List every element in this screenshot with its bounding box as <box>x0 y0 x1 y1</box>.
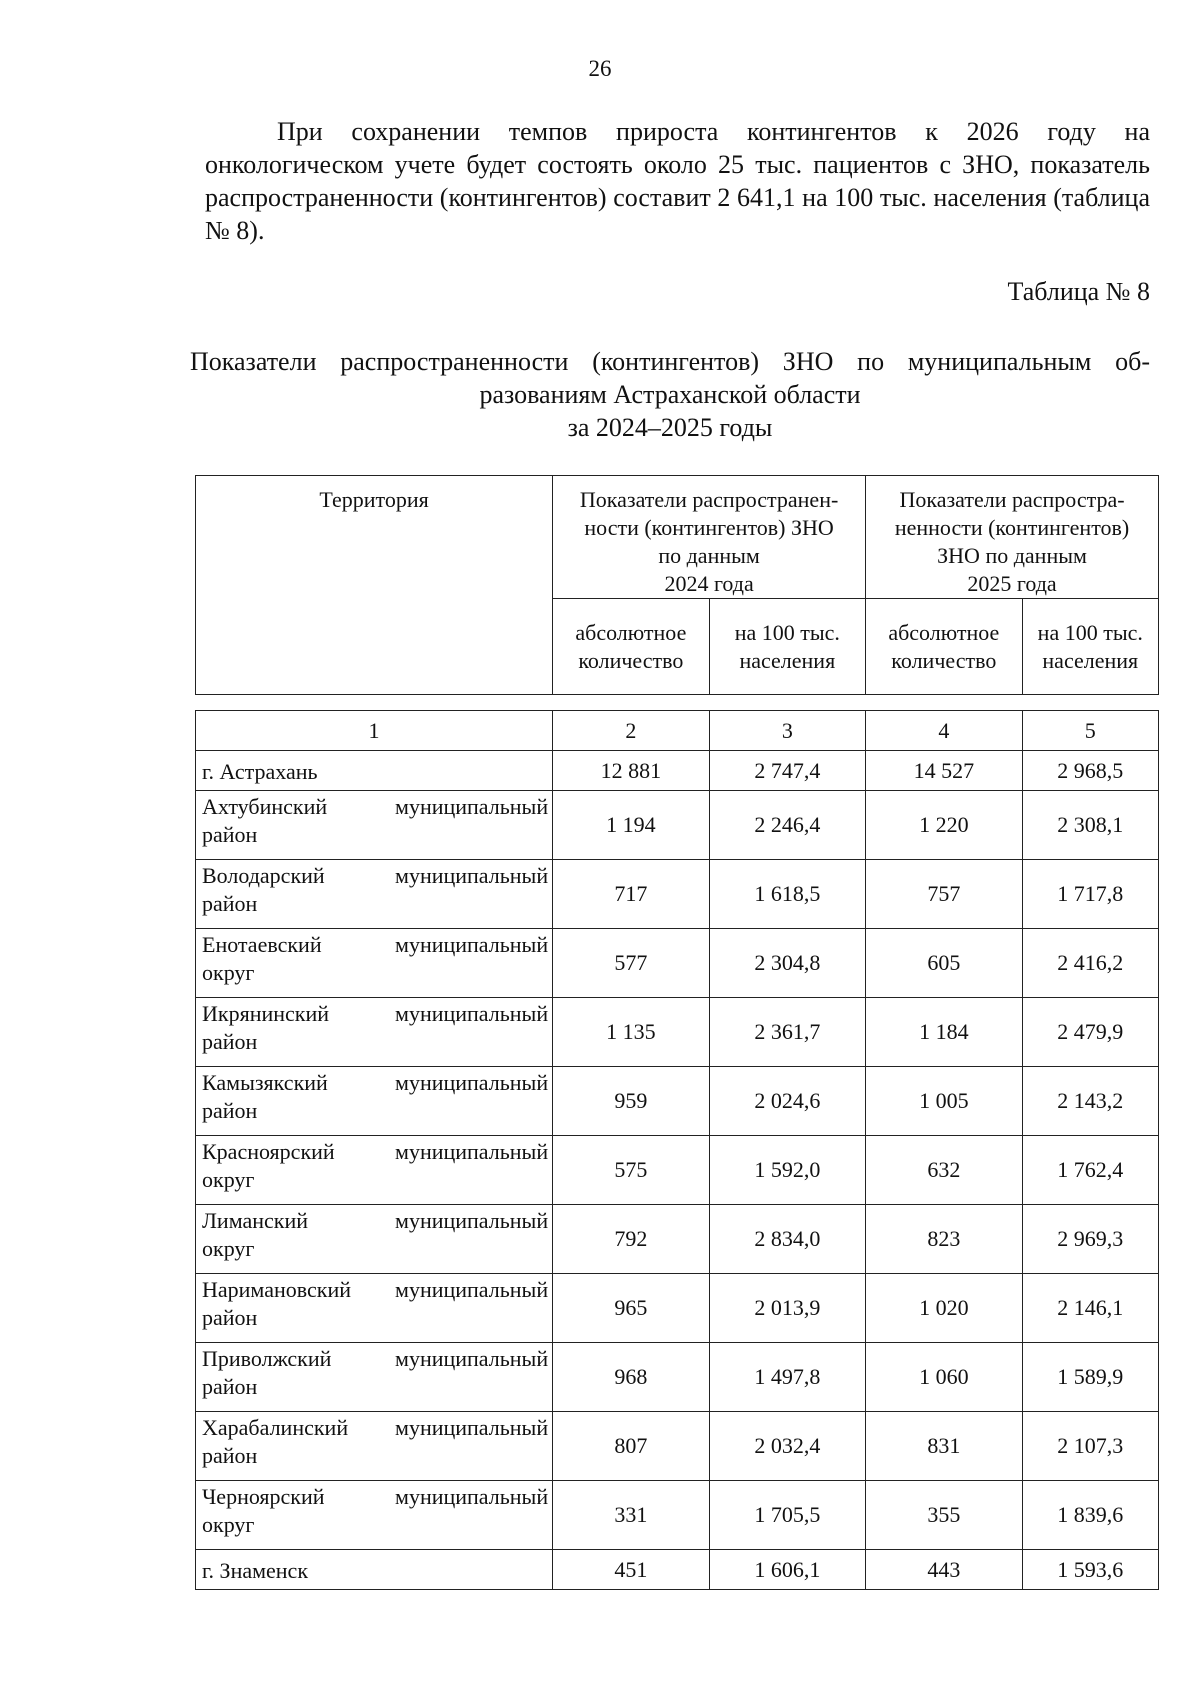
value-cell: 1 592,0 <box>709 1136 865 1205</box>
value-cell: 1 839,6 <box>1022 1481 1158 1550</box>
territory-name <box>196 929 553 998</box>
table-title-line-3: за 2024–2025 годы <box>567 413 773 442</box>
territory-name-line <box>202 1345 548 1373</box>
header-2024-line: Показатели распространен- <box>579 487 839 512</box>
header-2025-line: Показатели распростра- <box>899 487 1125 512</box>
value-cell: 965 <box>553 1274 709 1343</box>
territory-kind-text: округ <box>202 1512 255 1537</box>
table-row <box>196 860 1159 929</box>
header-territory: Территория <box>196 476 553 695</box>
territory-name-text: Енотаевский <box>202 932 322 957</box>
territory-name <box>196 860 553 929</box>
value-cell: 443 <box>866 1550 1022 1590</box>
header-abs-2025 <box>866 599 1022 695</box>
value-cell: 575 <box>553 1136 709 1205</box>
territory-type-text: муниципальный <box>395 1415 549 1440</box>
value-cell: 717 <box>553 860 709 929</box>
table-row <box>196 1274 1159 1343</box>
value-cell: 792 <box>553 1205 709 1274</box>
column-number: 5 <box>1022 711 1158 751</box>
column-number: 1 <box>196 711 553 751</box>
territory-name-text: Наримановский <box>202 1277 351 1302</box>
territory-name-line <box>202 1276 548 1304</box>
value-cell: 1 020 <box>866 1274 1022 1343</box>
territory-kind-text: округ <box>202 1236 255 1261</box>
territory-name <box>196 1481 553 1550</box>
column-number: 4 <box>866 711 1022 751</box>
value-cell: 2 013,9 <box>709 1274 865 1343</box>
value-cell: 1 717,8 <box>1022 860 1158 929</box>
header-2025-line: ЗНО по данным <box>937 543 1087 568</box>
value-cell: 2 107,3 <box>1022 1412 1158 1481</box>
territory-name-text: Харабалинский <box>202 1415 349 1440</box>
territory-name-text: Лиманский <box>202 1208 309 1233</box>
value-cell: 12 881 <box>553 751 709 791</box>
territory-name-text: Володарский <box>202 863 325 888</box>
value-cell: 1 220 <box>866 791 1022 860</box>
territory-name <box>196 998 553 1067</box>
value-cell: 1 705,5 <box>709 1481 865 1550</box>
territory-type-text: муниципальный <box>395 1070 549 1095</box>
value-cell: 959 <box>553 1067 709 1136</box>
header-2025-line: 2025 года <box>967 571 1057 596</box>
value-cell: 1 762,4 <box>1022 1136 1158 1205</box>
table-row <box>196 1136 1159 1205</box>
value-cell: 2 146,1 <box>1022 1274 1158 1343</box>
header-per100k-line: населения <box>739 648 836 673</box>
territory-name-line <box>202 931 548 959</box>
table-row <box>196 1550 1159 1590</box>
territory-name-text: Черноярский <box>202 1484 325 1509</box>
table-title-line-1: Показатели распространенности (контингентов) ЗНО по муниципальным об- <box>190 347 1150 376</box>
territory-kind-text: округ <box>202 960 255 985</box>
value-cell: 331 <box>553 1481 709 1550</box>
territory-name-text: Камызякский <box>202 1070 328 1095</box>
value-cell: 2 308,1 <box>1022 791 1158 860</box>
territory-name-text: г. Знаменск <box>202 1557 309 1583</box>
territory-kind-text: район <box>202 1443 258 1468</box>
territory-name-text: Красноярский <box>202 1139 335 1164</box>
value-cell: 577 <box>553 929 709 998</box>
header-abs-line: абсолютное <box>888 620 1000 645</box>
territory-name <box>196 1343 553 1412</box>
territory-name-line <box>202 1000 548 1028</box>
table-row <box>196 751 1159 791</box>
value-cell: 1 593,6 <box>1022 1550 1158 1590</box>
value-cell: 2 479,9 <box>1022 998 1158 1067</box>
intro-paragraph: При сохранении темпов прироста контингентов к 2026 году на онкологическом учете будет состоять около 25 тыс. пациентов с ЗНО, показатель распространенности (контингентов) составит 2 641,1 на 100 тыс. населения (таблица № 8). <box>205 117 1150 245</box>
territory-kind-text: район <box>202 1374 258 1399</box>
value-cell: 2 969,3 <box>1022 1205 1158 1274</box>
header-per100k-line: на 100 тыс. <box>1037 620 1143 645</box>
header-abs-line: количество <box>578 648 684 673</box>
table-row <box>196 1067 1159 1136</box>
territory-type-text: муниципальный <box>395 932 549 957</box>
header-2024-line: ности (контингентов) ЗНО <box>584 515 834 540</box>
value-cell: 831 <box>866 1412 1022 1481</box>
header-group-2024 <box>553 476 866 599</box>
column-number: 3 <box>709 711 865 751</box>
territory-kind-text: район <box>202 1305 258 1330</box>
territory-name <box>196 791 553 860</box>
value-cell: 823 <box>866 1205 1022 1274</box>
table-row <box>196 998 1159 1067</box>
table-label: Таблица № 8 <box>1007 277 1150 306</box>
value-cell: 2 246,4 <box>709 791 865 860</box>
table-row <box>196 1481 1159 1550</box>
header-2025-line: ненности (контингентов) <box>894 515 1130 540</box>
value-cell: 1 135 <box>553 998 709 1067</box>
column-number-row <box>196 711 1159 751</box>
header-group-2025 <box>866 476 1159 599</box>
table-row <box>196 929 1159 998</box>
value-cell: 2 416,2 <box>1022 929 1158 998</box>
territory-name <box>196 1205 553 1274</box>
territory-name-line <box>202 1069 548 1097</box>
territory-name <box>196 1067 553 1136</box>
header-abs-2024 <box>553 599 709 695</box>
data-table <box>195 710 1159 1590</box>
table-row <box>196 1343 1159 1412</box>
territory-name-line <box>202 1138 548 1166</box>
territory-kind-text: район <box>202 1098 258 1123</box>
value-cell: 1 194 <box>553 791 709 860</box>
table-row <box>196 1412 1159 1481</box>
header-per100k-line: населения <box>1042 648 1139 673</box>
territory-kind-text: район <box>202 891 258 916</box>
value-cell: 14 527 <box>866 751 1022 791</box>
value-cell: 1 606,1 <box>709 1550 865 1590</box>
header-abs-line: абсолютное <box>575 620 687 645</box>
value-cell: 1 618,5 <box>709 860 865 929</box>
value-cell: 355 <box>866 1481 1022 1550</box>
territory-name-text: Икрянинский <box>202 1001 330 1026</box>
territory-name <box>196 751 553 791</box>
value-cell: 807 <box>553 1412 709 1481</box>
header-per100k-2025 <box>1022 599 1158 695</box>
table-row <box>196 1205 1159 1274</box>
territory-name-line <box>202 862 548 890</box>
header-2024-line: 2024 года <box>664 571 754 596</box>
territory-type-text: муниципальный <box>395 1346 549 1371</box>
territory-kind-text: округ <box>202 1167 255 1192</box>
column-number: 2 <box>553 711 709 751</box>
territory-type-text: муниципальный <box>395 1484 549 1509</box>
territory-name <box>196 1550 553 1590</box>
value-cell: 1 589,9 <box>1022 1343 1158 1412</box>
value-cell: 1 005 <box>866 1067 1022 1136</box>
territory-name <box>196 1136 553 1205</box>
table-title <box>190 345 1150 444</box>
territory-type-text: муниципальный <box>395 1001 549 1026</box>
header-2024-line: по данным <box>658 543 760 568</box>
value-cell: 1 060 <box>866 1343 1022 1412</box>
value-cell: 2 143,2 <box>1022 1067 1158 1136</box>
table-header <box>195 475 1159 695</box>
territory-name-line <box>202 1207 548 1235</box>
territory-kind-text: район <box>202 1029 258 1054</box>
value-cell: 2 304,8 <box>709 929 865 998</box>
value-cell: 2 024,6 <box>709 1067 865 1136</box>
table-row <box>196 791 1159 860</box>
value-cell: 757 <box>866 860 1022 929</box>
territory-type-text: муниципальный <box>395 863 549 888</box>
value-cell: 2 361,7 <box>709 998 865 1067</box>
territory-name-text: Приволжский <box>202 1346 332 1371</box>
value-cell: 632 <box>866 1136 1022 1205</box>
territory-name-line <box>202 1483 548 1511</box>
territory-type-text: муниципальный <box>395 794 549 819</box>
value-cell: 2 834,0 <box>709 1205 865 1274</box>
territory-name-line <box>202 1414 548 1442</box>
territory-name-line <box>202 793 548 821</box>
territory-kind-text: район <box>202 822 258 847</box>
value-cell: 451 <box>553 1550 709 1590</box>
value-cell: 2 968,5 <box>1022 751 1158 791</box>
header-per100k-2024 <box>709 599 865 695</box>
value-cell: 2 032,4 <box>709 1412 865 1481</box>
page-number: 26 <box>588 56 612 81</box>
territory-name-text: г. Астрахань <box>202 758 318 784</box>
territory-name <box>196 1412 553 1481</box>
table-title-line-2: разованиям Астраханской области <box>479 380 861 409</box>
territory-name-text: Ахтубинский <box>202 794 328 819</box>
value-cell: 1 184 <box>866 998 1022 1067</box>
value-cell: 605 <box>866 929 1022 998</box>
value-cell: 1 497,8 <box>709 1343 865 1412</box>
header-abs-line: количество <box>891 648 997 673</box>
territory-type-text: муниципальный <box>395 1277 549 1302</box>
value-cell: 968 <box>553 1343 709 1412</box>
territory-type-text: муниципальный <box>395 1139 549 1164</box>
territory-name <box>196 1274 553 1343</box>
territory-type-text: муниципальный <box>395 1208 549 1233</box>
header-per100k-line: на 100 тыс. <box>734 620 840 645</box>
value-cell: 2 747,4 <box>709 751 865 791</box>
